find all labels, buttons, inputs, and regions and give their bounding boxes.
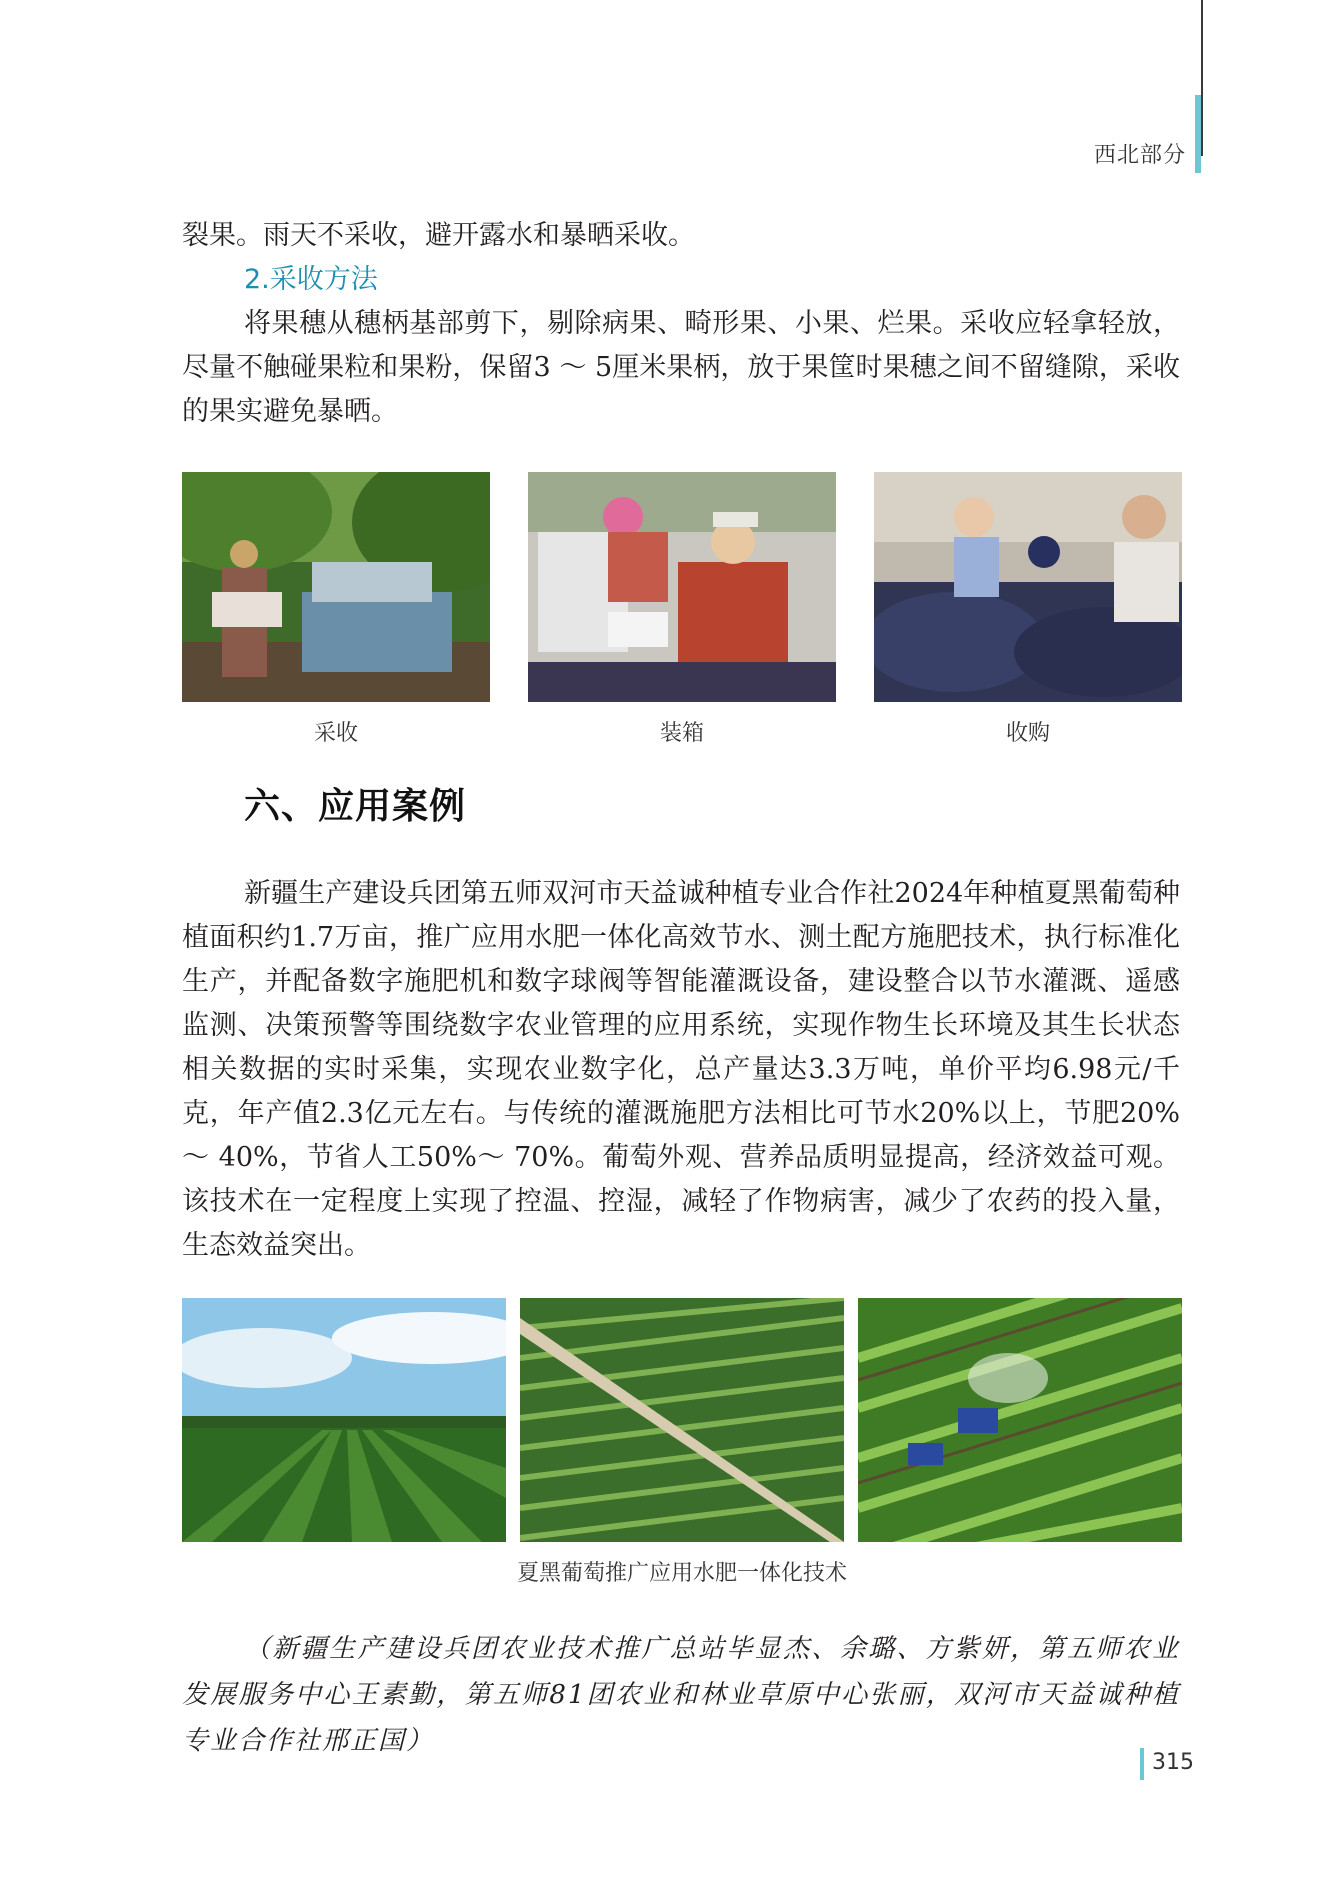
intro-line: 裂果。雨天不采收，避开露水和暴晒采收。: [182, 220, 695, 251]
caption-purchase: 收购: [1005, 721, 1050, 746]
photo-packing: [528, 472, 836, 702]
photo-field-tractor: [858, 1298, 1182, 1542]
case-paragraph: 新疆生产建设兵团第五师双河市天益诚种植专业合作社2024年种植夏黑葡萄种植面积约1.7万亩，推广应用水肥一体化高效节水、测土配方施肥技术，执行标准化生产，并配备数字施肥机和数字球阀等智能灌溉设备，建设整合以节水灌溉、遥感监测、决策预警等围绕数字农业管理的应用系统，实现作物生长环境及其生长状态相关数据的实时采集，实现农业数字化，总产量达3.3万吨，单价平均6.98元/千克，年产值2.3亿元左右。与传统的灌溉施肥方法相比可节水20%以上，节肥20%～ 40%，节省人工50%～ 70%。葡萄外观、营养品质明显提高，经济效益可观。该技术在一定程度上实现了控温、控湿，减轻了作物病害，减少了农药的投入量，生态效益突出。: [182, 878, 1180, 1261]
caption-harvest: 采收: [313, 721, 358, 746]
photo-purchase: [874, 472, 1182, 702]
caption-packing: 装箱: [659, 721, 704, 746]
page-number-bar: [1140, 1748, 1144, 1780]
author-credit: （新疆生产建设兵团农业技术推广总站毕显杰、余璐、方紫妍，第五师农业发展服务中心王素勤，第五师81团农业和林业草原中心张丽，双河市天益诚种植专业合作社邢正国）: [182, 1634, 1180, 1756]
photo-field-sky: [182, 1298, 506, 1542]
subsection-body: 将果穗从穗柄基部剪下，剔除病果、畸形果、小果、烂果。采收应轻拿轻放，尽量不触碰果粒和果粉，保留3 ～ 5厘米果柄，放于果筐时果穗之间不留缝隙，采收的果实避免暴晒。: [182, 308, 1180, 427]
caption-bottom-photos: 夏黑葡萄推广应用水肥一体化技术: [516, 1561, 847, 1586]
section-heading: 六、应用案例: [244, 786, 467, 827]
subsection-title: 2.采收方法: [244, 264, 378, 295]
photo-field-aerial: [520, 1298, 844, 1542]
section-tag: 西北部分: [1093, 143, 1186, 168]
photo-harvest: [182, 472, 490, 702]
header-accent-bar: [1195, 95, 1201, 173]
page-number: 315: [1152, 1750, 1194, 1775]
header-rule: [1201, 0, 1203, 156]
